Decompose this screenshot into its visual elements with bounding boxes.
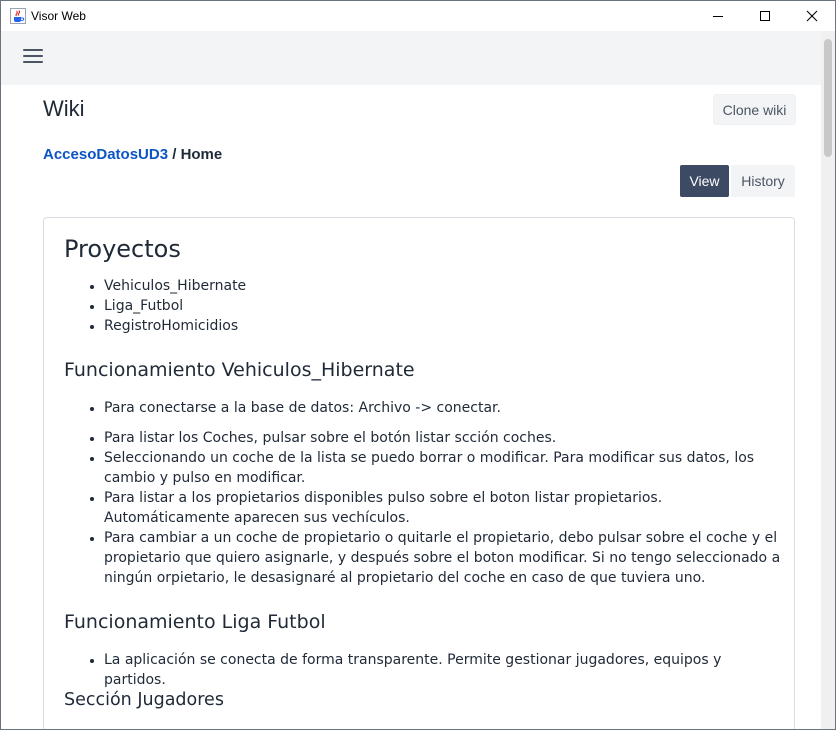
view-button[interactable]: View (680, 165, 729, 197)
list-item: • La aplicación se conecta de forma transparente. Permite gestionar jugadores, equipos y partidos. (104, 650, 784, 690)
list-item: • Para listar los Coches, pulsar sobre el botón listar scción coches. (104, 428, 784, 448)
heading-proyectos: Proyectos (64, 235, 181, 263)
breadcrumb-current: Home (180, 146, 223, 163)
vertical-scrollbar[interactable] (821, 31, 835, 729)
heading-funcionamiento-vehiculos: Funcionamiento Vehiculos_Hibernate (64, 359, 415, 381)
breadcrumb (43, 146, 222, 163)
breadcrumb-project-link[interactable]: AccesoDatosUD3 (43, 146, 169, 163)
heading-seccion-jugadores: Sección Jugadores (64, 690, 224, 710)
liga-instructions-list (64, 650, 784, 690)
window-title: Visor Web (31, 9, 86, 23)
list-item: • Vehiculos_Hibernate (104, 276, 784, 296)
list-item: • Liga_Futbol (104, 296, 784, 316)
projects-list (64, 276, 784, 336)
minimize-icon (712, 10, 724, 22)
maximize-icon (759, 10, 771, 22)
list-item: • Para cambiar a un coche de propietario o quitarle el propietario, debo pulsar sobre el coche y el propietario que quiero asignarle, y después sobre el boton modificar. Si no tengo seleccionado a ningún orpietario, le desasignaré al propietario del coche en caso de que tuviera uno. (104, 528, 784, 588)
breadcrumb-separator: / (168, 146, 181, 163)
list-item: • RegistroHomicidios (104, 316, 784, 336)
clone-wiki-button[interactable]: Clone wiki (713, 94, 796, 125)
list-item: • Para listar a los propietarios disponibles pulso sobre el boton listar propietarios. Automáticamente aparecen sus vechículos. (104, 488, 784, 528)
close-icon (806, 10, 818, 22)
history-button[interactable]: History (731, 165, 795, 197)
minimize-button[interactable] (695, 1, 741, 31)
maximize-button[interactable] (742, 1, 788, 31)
page-title: Wiki (43, 96, 85, 121)
hamburger-menu-icon[interactable] (23, 49, 43, 65)
scrollbar-thumb[interactable] (824, 39, 832, 157)
java-cup-icon (10, 8, 26, 24)
top-navigation-bar (1, 31, 821, 85)
title-bar[interactable] (1, 1, 835, 31)
heading-funcionamiento-liga: Funcionamiento Liga Futbol (64, 611, 326, 633)
list-item: • Seleccionando un coche de la lista se puedo borrar o modificar. Para modificar sus datos, los cambio y pulso en modificar. (104, 448, 784, 488)
vehiculos-instructions-list (64, 398, 784, 588)
list-item: • Para conectarse a la base de datos: Archivo -> conectar. (104, 398, 784, 418)
close-button[interactable] (789, 1, 835, 31)
